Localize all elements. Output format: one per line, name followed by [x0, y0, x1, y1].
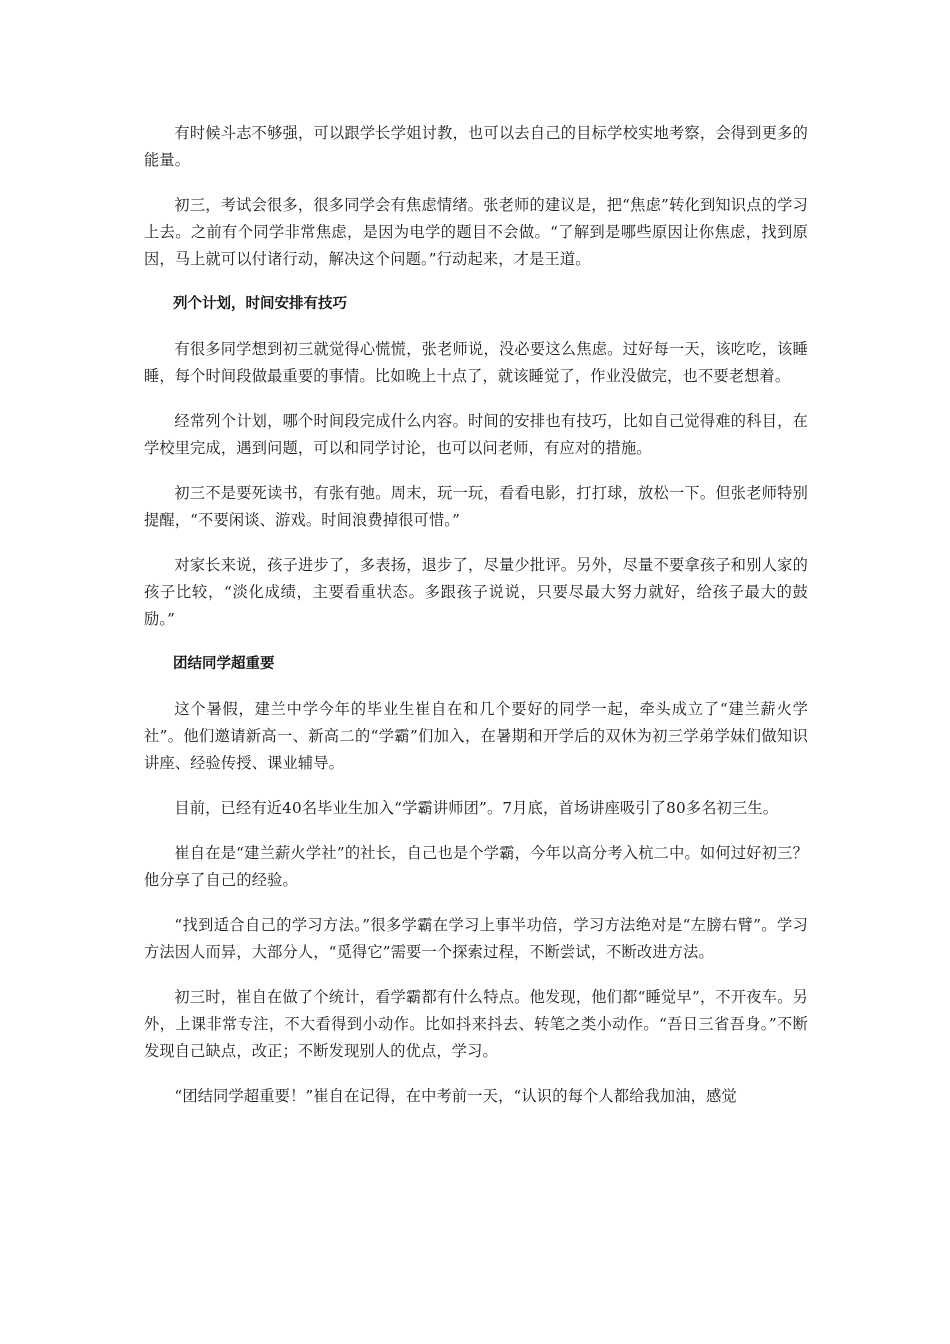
- paragraph: 目前，已经有近40名毕业生加入“学霸讲师团”。7月底，首场讲座吸引了80多名初三生。: [174, 799, 779, 817]
- paragraph: 对家长来说，孩子进步了，多表扬，退步了，尽量少批评。另外，尽量不要拿孩子和别人家的孩子比较，“淡化成绩，主要看重状态。多跟孩子说说，只要尽最大努力就好，给孩子最大的鼓励。”: [144, 556, 808, 628]
- paragraph: 初三，考试会很多，很多同学会有焦虑情绪。张老师的建议是，把“焦虑”转化到知识点的学习上去。之前有个同学非常焦虑，是因为电学的题目不会做。“了解到是哪些原因让你焦虑，找到原因，马上就可以付诸行动，解决这个问题。”行动起来，才是王道。: [144, 196, 808, 268]
- section-heading: 团结同学超重要: [173, 656, 275, 672]
- paragraph: 初三不是要死读书，有张有弛。周末，玩一玩，看看电影，打打球，放松一下。但张老师特别提醒，“不要闲谈、游戏。时间浪费掉很可惜。”: [144, 484, 808, 529]
- paragraph: 有很多同学想到初三就觉得心慌慌，张老师说，没必要这么焦虑。过好每一天，该吃吃，该睡睡，每个时间段做最重要的事情。比如晚上十点了，就该睡觉了，作业没做完，也不要老想着。: [144, 340, 808, 385]
- paragraph: 有时候斗志不够强，可以跟学长学姐讨教，也可以去自己的目标学校实地考察，会得到更多的能量。: [144, 124, 808, 169]
- paragraph: “找到适合自己的学习方法。”很多学霸在学习上事半功倍，学习方法绝对是“左膀右臂”。学习方法因人而异，大部分人，“觅得它”需要一个探索过程，不断尝试，不断改进方法。: [144, 916, 808, 961]
- paragraph: “团结同学超重要！”崔自在记得，在中考前一天，“认识的每个人都给我加油，感觉: [174, 1087, 737, 1105]
- paragraph: 初三时，崔自在做了个统计，看学霸都有什么特点。他发现，他们都“睡觉早”，不开夜车。另外，上课非常专注，不大看得到小动作。比如抖来抖去、转笔之类小动作。“吾日三省吾身。”不断发现自己缺点，改正；不断发现别人的优点，学习。: [144, 988, 808, 1060]
- paragraph: 这个暑假，建兰中学今年的毕业生崔自在和几个要好的同学一起，牵头成立了“建兰薪火学社”。他们邀请新高一、新高二的“学霸”们加入，在暑期和开学后的双休为初三学弟学妹们做知识讲座、经验传授、课业辅导。: [144, 700, 808, 772]
- paragraph: 经常列个计划，哪个时间段完成什么内容。时间的安排也有技巧，比如自己觉得难的科目，在学校里完成，遇到问题，可以和同学讨论，也可以问老师，有应对的措施。: [144, 412, 808, 457]
- document-page: [144, 120, 808, 1128]
- paragraph: 崔自在是“建兰薪火学社”的社长，自己也是个学霸，今年以高分考入杭二中。如何过好初三？他分享了自己的经验。: [144, 844, 808, 889]
- section-heading: 列个计划，时间安排有技巧: [173, 296, 347, 312]
